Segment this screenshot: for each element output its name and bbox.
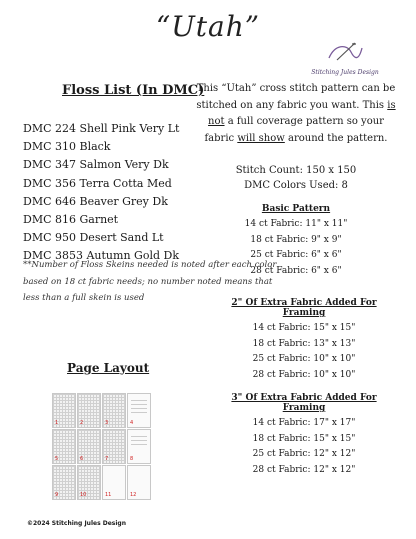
page-thumbnail: [52, 393, 76, 428]
page-thumbnail: [77, 429, 101, 464]
fabric-size-row: 28 ct Fabric: 10" x 10": [252, 369, 356, 380]
page-thumbnail: [102, 429, 126, 464]
intro-text: around the pattern.: [284, 132, 388, 144]
colors-used: DMC Colors Used: 8: [244, 180, 348, 191]
floss-item: DMC 3853 Autumn Gold Dk: [23, 249, 179, 263]
floss-item: DMC 224 Shell Pink Very Lt: [23, 122, 180, 135]
floss-item: DMC 646 Beaver Grey Dk: [23, 194, 168, 208]
page-number: 4: [130, 420, 134, 426]
page-thumbnail: [77, 465, 101, 500]
page-thumbnail: [102, 465, 126, 500]
page-thumbnail: [127, 429, 151, 464]
page-number: 7: [105, 456, 109, 462]
page-layout-grid: [52, 393, 152, 500]
floss-item: DMC 356 Terra Cotta Med: [23, 176, 172, 190]
page-thumbnail: [77, 393, 101, 428]
fabric-size-row: 25 ct Fabric: 10" x 10": [252, 354, 356, 364]
floss-item: DMC 347 Salmon Very Dk: [23, 158, 169, 172]
page-title: “Utah”: [155, 10, 261, 43]
basic-pattern-block: [196, 204, 396, 279]
page-number: 9: [55, 492, 59, 498]
intro-emphasis-not: not: [208, 116, 225, 127]
page-thumbnail: [127, 393, 151, 428]
fabric-size-row: 28 ct Fabric: 6" x 6": [250, 265, 342, 276]
intro-text: a full coverage pattern so your fabric: [204, 116, 384, 144]
floss-item: DMC 310 Black: [23, 140, 111, 154]
page-thumbnail: [102, 393, 126, 428]
pattern-stats: [196, 163, 396, 193]
extra-3in-heading: 3" Of Extra Fabric Added For Framing: [231, 393, 377, 413]
page-number: 5: [55, 456, 59, 462]
page-number: 8: [130, 456, 134, 462]
page-number: 11: [105, 492, 112, 498]
page-number: 12: [130, 492, 137, 498]
page-thumbnail: [52, 465, 76, 500]
intro-emphasis-will-show: will show: [237, 132, 285, 144]
page-number: 1: [55, 420, 59, 426]
extra-3in-block: [212, 393, 396, 478]
brand-logo: [300, 40, 390, 76]
floss-item: DMC 950 Desert Sand Lt: [23, 231, 164, 245]
stitch-count: Stitch Count: 150 x 150: [235, 165, 357, 176]
intro-emphasis-is: is: [387, 99, 396, 111]
page-number: 10: [80, 492, 87, 498]
floss-list: [23, 120, 179, 266]
needle-thread-icon: [325, 40, 365, 64]
page-number: 6: [80, 456, 84, 462]
extra-2in-block: [212, 298, 396, 383]
fabric-size-row: 18 ct Fabric: 13" x 13": [252, 338, 356, 349]
fabric-size-row: 28 ct Fabric: 12" x 12": [252, 464, 356, 475]
fabric-size-row: 14 ct Fabric: 11" x 11": [244, 219, 348, 229]
page-thumbnail: [52, 429, 76, 464]
page-layout-heading: Page Layout: [67, 361, 150, 375]
extra-2in-heading: 2" Of Extra Fabric Added For Framing: [231, 298, 377, 318]
basic-pattern-heading: Basic Pattern: [261, 204, 331, 214]
fabric-size-row: 25 ct Fabric: 6" x 6": [250, 250, 342, 260]
fabric-size-row: 18 ct Fabric: 9" x 9": [250, 234, 342, 245]
page-number: 2: [80, 420, 84, 426]
fabric-size-row: 14 ct Fabric: 15" x 15": [252, 323, 356, 333]
floss-list-heading: Floss List (In DMC): [62, 83, 205, 98]
floss-item: DMC 816 Garnet: [23, 213, 119, 227]
page-thumbnail: [127, 465, 151, 500]
page-number: 3: [105, 420, 109, 426]
fabric-size-row: 14 ct Fabric: 17" x 17": [252, 418, 356, 428]
fabric-size-row: 25 ct Fabric: 12" x 12": [252, 449, 356, 459]
copyright-footer: ©2024 Stitching Jules Design: [27, 520, 126, 527]
fabric-size-row: 18 ct Fabric: 15" x 15": [252, 433, 356, 444]
skein-note: **Number of Floss Skeins needed is noted after each color based on 18 ct fabric needs; no number noted means that less than a full skein is used: [23, 260, 277, 303]
intro-paragraph: [196, 81, 396, 147]
intro-text: This “Utah” cross stitch pattern can be stitched on any fabric you want. This: [196, 83, 396, 111]
logo-name: Stitching Jules Design: [311, 69, 379, 76]
